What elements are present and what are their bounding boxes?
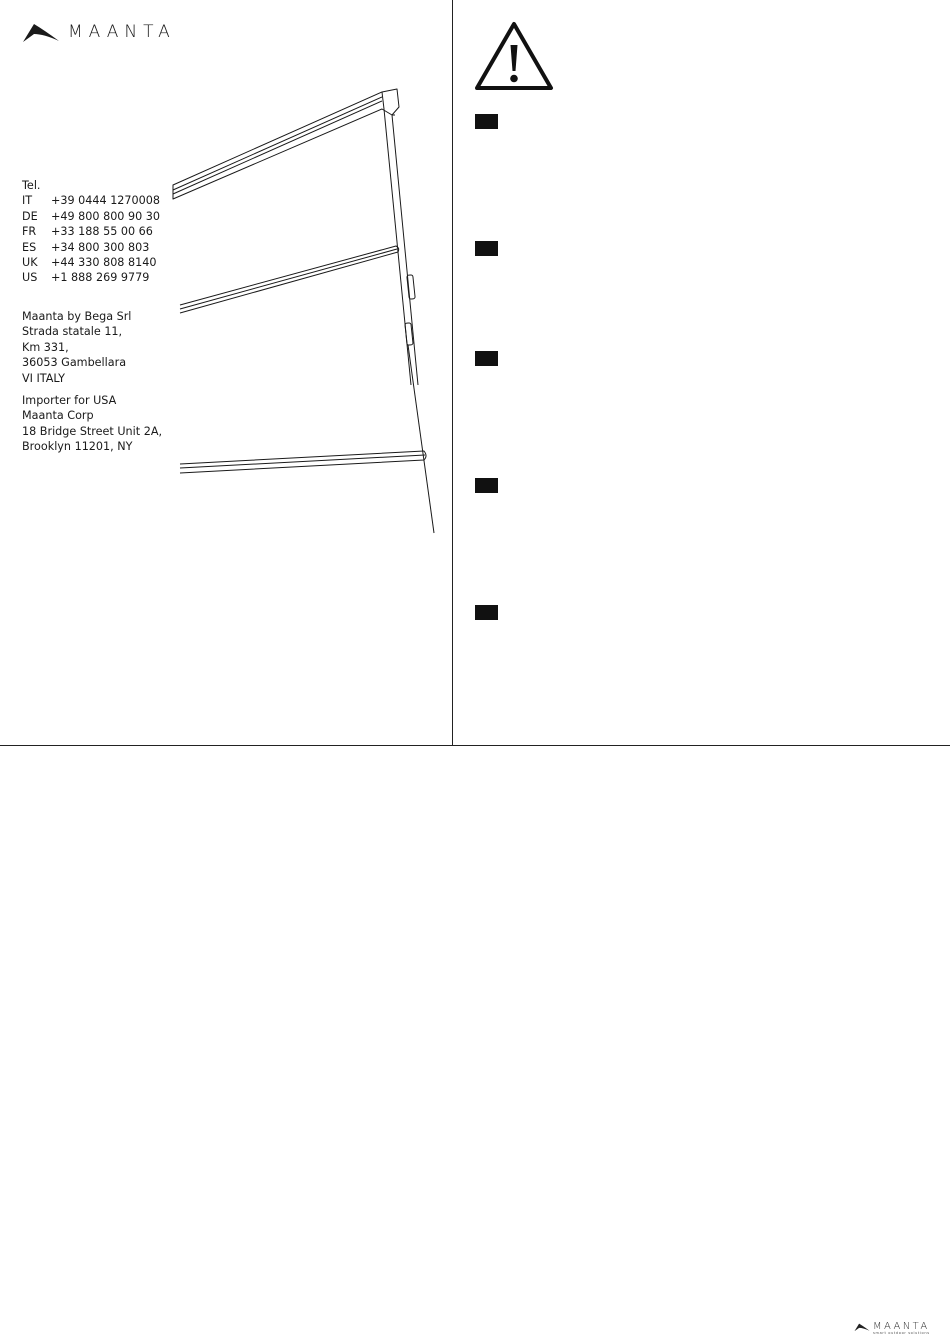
country-code: FR: [22, 225, 37, 239]
phone-row: [22, 224, 160, 239]
phone-row: [22, 270, 160, 285]
phone-row: [22, 255, 160, 270]
phone-number: +34 800 300 803: [51, 240, 150, 254]
phone-number: +1 888 269 9779: [51, 271, 150, 285]
country-code: DE: [22, 209, 38, 223]
language-marker: [475, 605, 498, 620]
phone-number: +33 188 55 00 66: [51, 225, 153, 239]
phone-row: [22, 240, 160, 255]
importer-line: 18 Bridge Street Unit 2A,: [22, 424, 163, 438]
brand-logo: [22, 20, 176, 44]
bottom-rail: [180, 451, 426, 473]
phone-row: [22, 193, 160, 208]
footer-tagline: smart outdoor solutions: [873, 1331, 930, 1335]
brand-name: MAANTA: [68, 22, 176, 42]
address-line: Maanta by Bega Srl: [22, 310, 132, 323]
country-code: ES: [22, 240, 37, 254]
importer-address: [22, 393, 162, 455]
importer-line: Importer for USA: [22, 394, 117, 407]
fold-line-horizontal: [0, 745, 950, 746]
language-marker: [475, 114, 498, 129]
language-marker: [475, 478, 498, 493]
pull-rod: [408, 345, 434, 533]
address-line: 36053 Gambellara: [22, 356, 127, 370]
middle-rail: [180, 246, 399, 313]
contact-heading: Tel.: [22, 179, 41, 192]
country-code: UK: [22, 256, 38, 270]
fold-line-vertical: [452, 0, 453, 746]
language-marker: [475, 351, 498, 366]
phone-number: +39 0444 1270008: [51, 194, 161, 208]
phone-row: [22, 209, 160, 224]
language-marker: [475, 241, 498, 256]
footer-brand-name: MAANTA: [873, 1321, 930, 1332]
country-code: US: [22, 271, 38, 285]
country-code: IT: [22, 194, 33, 208]
phone-number: +49 800 800 90 30: [51, 209, 161, 223]
company-address: [22, 309, 131, 386]
address-line: Km 331,: [22, 340, 69, 354]
maanta-logo-icon: [22, 20, 60, 44]
maanta-logo-icon: [854, 1322, 870, 1332]
contact-block: [22, 178, 160, 286]
product-illustration: [170, 85, 445, 545]
address-line: Strada statale 11,: [22, 325, 123, 339]
address-line: VI ITALY: [22, 371, 66, 385]
footer-logo: [854, 1321, 940, 1335]
importer-line: Brooklyn 11201, NY: [22, 440, 133, 454]
importer-line: Maanta Corp: [22, 409, 94, 423]
warning-triangle-icon: [474, 21, 554, 91]
phone-number: +44 330 808 8140: [51, 256, 157, 270]
